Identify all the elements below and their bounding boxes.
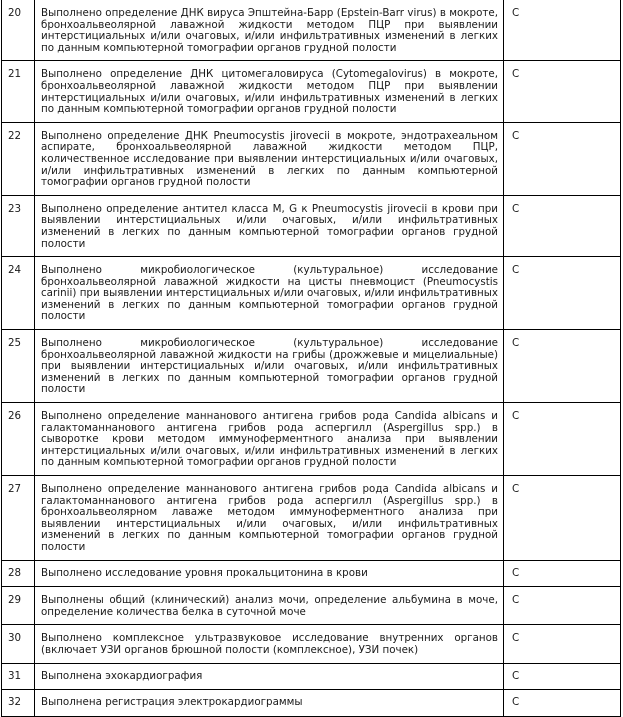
- evidence-level: C: [504, 690, 621, 717]
- criterion-text: Выполнено микробиологическое (культуральное) исследование бронхоальвеолярной лаважной жидкости на грибы (дрожжевые и мицелиальные) при выявлении интерстициальных и/или очаговых, и/или инфильтративных изменений в легких по данным компьютерной томографии органов грудной полости: [35, 330, 504, 403]
- evidence-level: C: [504, 195, 621, 256]
- evidence-level: C: [504, 0, 621, 61]
- row-number: 32: [2, 690, 35, 717]
- criterion-text: Выполнены общий (клинический) анализ мочи, определение альбумина в моче, определение количества белка в суточной моче: [35, 587, 504, 625]
- evidence-level: C: [504, 625, 621, 663]
- criterion-text: Выполнено определение маннанового антигена грибов рода Candida albicans и галактоманнанового антигена грибов рода аспергилл (Aspergillus spp.) в сыворотке крови методом иммуноферментного анализа при выявлении интерстициальных и/или очаговых, и/или инфильтративных изменений в легких по данным компьютерной томографии органов грудной полости: [35, 403, 504, 476]
- evidence-level: C: [504, 663, 621, 690]
- criterion-text: Выполнено исследование уровня прокальцитонина в крови: [35, 560, 504, 587]
- row-number: 23: [2, 195, 35, 256]
- table-row: [2, 476, 621, 561]
- criterion-text: Выполнено микробиологическое (культуральное) исследование бронхоальвеолярной лаважной жидкости на цисты пневмоцист (Pneumocystis carinii) при выявлении интерстициальных и/или очаговых, и/или инфильтративных изменений в легких по данным компьютерной томографии органов грудной полости: [35, 257, 504, 330]
- row-number: 21: [2, 61, 35, 122]
- table-row: [2, 403, 621, 476]
- table-row: [2, 560, 621, 587]
- criterion-text: Выполнена регистрация электрокардиограммы: [35, 690, 504, 717]
- row-number: 26: [2, 403, 35, 476]
- table-row: [2, 257, 621, 330]
- evidence-level: C: [504, 61, 621, 122]
- evidence-level: C: [504, 476, 621, 561]
- row-number: 24: [2, 257, 35, 330]
- table-row: [2, 625, 621, 663]
- table-row: [2, 195, 621, 256]
- table-row: [2, 330, 621, 403]
- row-number: 29: [2, 587, 35, 625]
- row-number: 22: [2, 122, 35, 195]
- evidence-level: C: [504, 122, 621, 195]
- criteria-table: [1, 0, 621, 717]
- row-number: 27: [2, 476, 35, 561]
- table-row: [2, 0, 621, 61]
- table-row: [2, 663, 621, 690]
- evidence-level: C: [504, 403, 621, 476]
- criterion-text: Выполнена эхокардиография: [35, 663, 504, 690]
- criterion-text: Выполнено определение ДНК вируса Эпштейна-Барр (Epstein-Barr virus) в мокроте, бронхоальвеолярной лаважной жидкости методом ПЦР при выявлении интерстициальных и/или очаговых, и/или инфильтративных изменений в легких по данным компьютерной томографии органов грудной полости: [35, 0, 504, 61]
- row-number: 30: [2, 625, 35, 663]
- evidence-level: C: [504, 587, 621, 625]
- criterion-text: Выполнено определение ДНК Pneumocystis jirovecii в мокроте, эндотрахеальном аспирате, бронхоальвеолярной лаважной жидкости методом ПЦР, количественное исследование при выявлении интерстициальных и/или очаговых, и/или инфильтративных изменений в легких по данным компьютерной томографии органов грудной полости: [35, 122, 504, 195]
- row-number: 20: [2, 0, 35, 61]
- row-number: 28: [2, 560, 35, 587]
- criterion-text: Выполнено комплексное ультразвуковое исследование внутренних органов (включает УЗИ органов брюшной полости (комплексное), УЗИ почек): [35, 625, 504, 663]
- criteria-table-body: [2, 0, 621, 716]
- evidence-level: C: [504, 330, 621, 403]
- row-number: 25: [2, 330, 35, 403]
- row-number: 31: [2, 663, 35, 690]
- criterion-text: Выполнено определение антител класса M, G к Pneumocystis jirovecii в крови при выявлении интерстициальных и/или очаговых, и/или инфильтративных изменений в легких по данным компьютерной томографии органов грудной полости: [35, 195, 504, 256]
- table-row: [2, 61, 621, 122]
- criterion-text: Выполнено определение маннанового антигена грибов рода Candida albicans и галактоманнанового антигена грибов рода аспергилл (Aspergillus spp.) в бронхоальвеолярном лаваже методом иммуноферментного анализа при выявлении интерстициальных и/или очаговых, и/или инфильтративных изменений в легких по данным компьютерной томографии органов грудной полости: [35, 476, 504, 561]
- table-row: [2, 122, 621, 195]
- evidence-level: C: [504, 257, 621, 330]
- evidence-level: C: [504, 560, 621, 587]
- table-row: [2, 690, 621, 717]
- criterion-text: Выполнено определение ДНК цитомегаловируса (Cytomegalovirus) в мокроте, бронхоальвеолярной лаважной жидкости методом ПЦР при выявлении интерстициальных и/или очаговых, и/или инфильтративных изменений в легких по данным компьютерной томографии органов грудной полости: [35, 61, 504, 122]
- table-row: [2, 587, 621, 625]
